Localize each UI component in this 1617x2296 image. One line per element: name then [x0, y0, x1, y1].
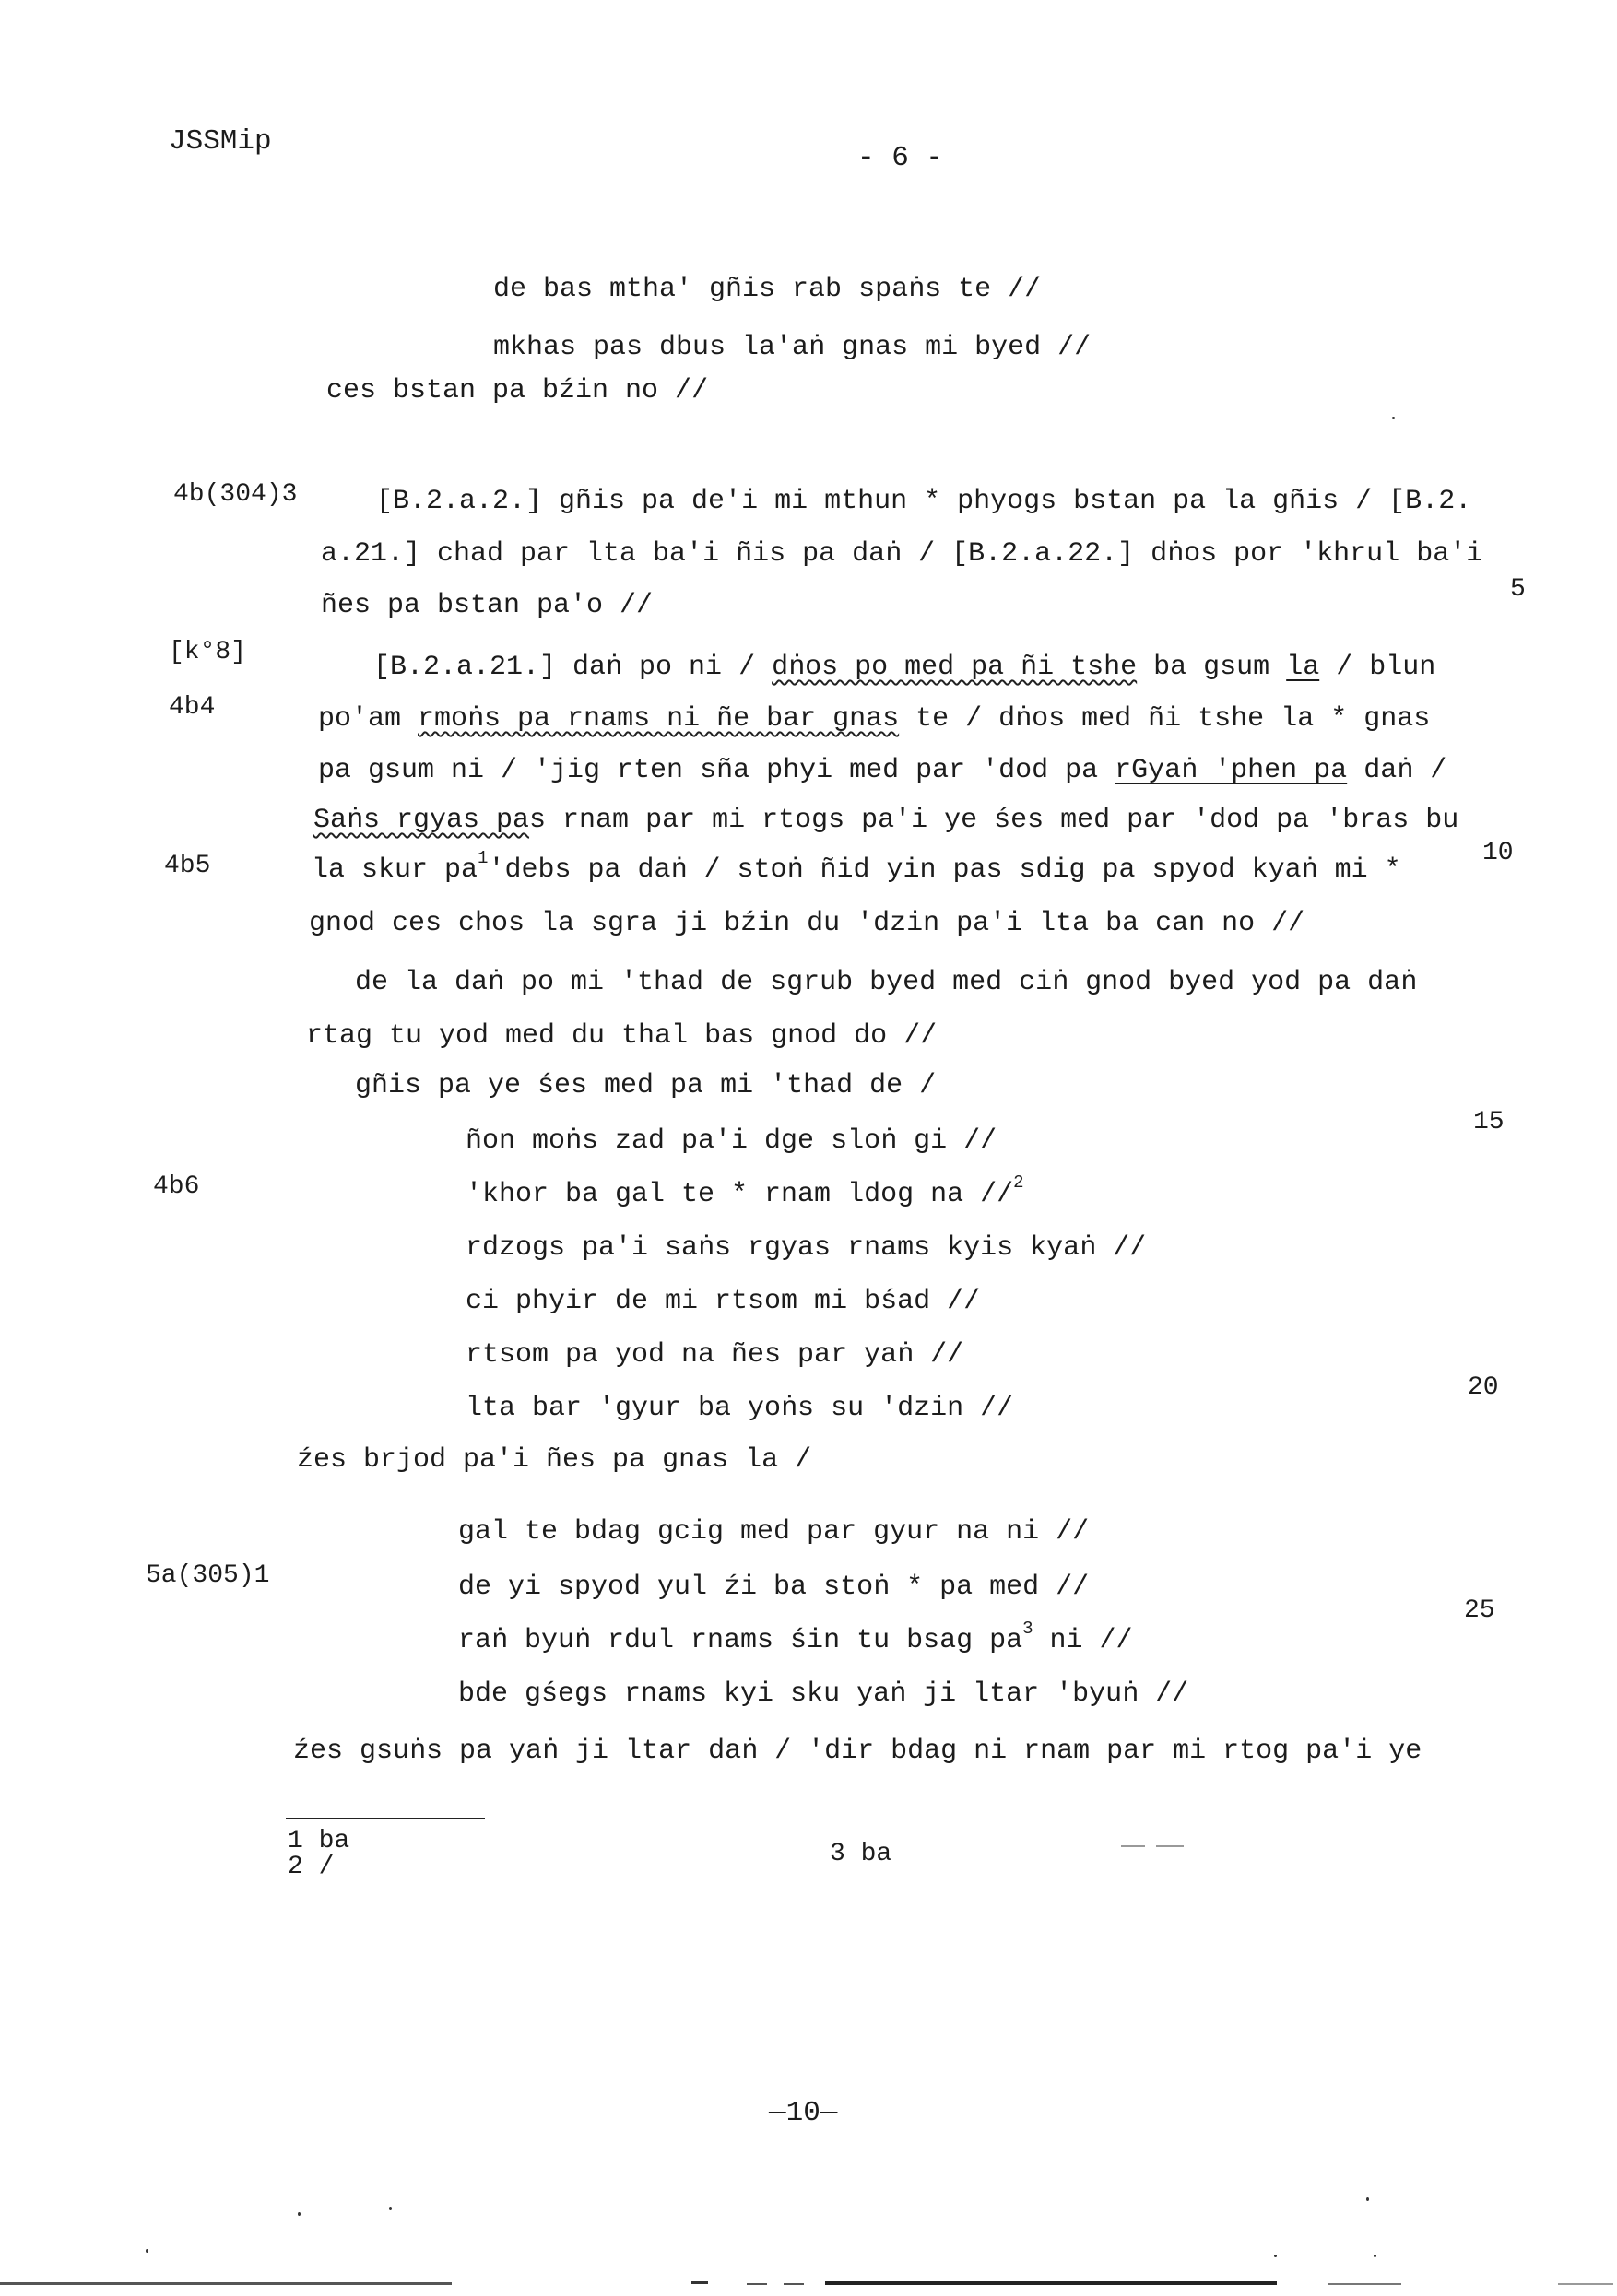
verse-line: bde gśegs rnams kyi sku yaṅ ji ltar 'byuṅ // [458, 1678, 1189, 1710]
scan-speck [1366, 2197, 1369, 2201]
wavy-underlined-text: rmoṅs pa rnams ni ñe bar gnas [418, 703, 900, 735]
text-run: [B.2.a.21.] daṅ po ni / [373, 652, 773, 683]
line-number: 20 [1468, 1373, 1499, 1402]
footnote: 1 ba [288, 1827, 350, 1855]
footnote-marker: 1 [478, 848, 489, 868]
scan-speck [1374, 2255, 1376, 2257]
verse-line: de yi spyod yul źi ba stoṅ * pa med // [458, 1572, 1090, 1603]
margin-ref: 4b5 [164, 852, 211, 880]
text-run: raṅ byuṅ rdul rnams śin tu bsag pa [458, 1625, 1023, 1656]
scan-speck [389, 2207, 392, 2210]
text-run: la skur pa [312, 854, 478, 886]
page-number-header: - 6 - [857, 142, 944, 174]
text-line: gñis pa ye śes med pa mi 'thad de / [355, 1070, 937, 1101]
line-number: 5 [1510, 575, 1526, 604]
text-run: / blun [1319, 652, 1436, 683]
line-number: 15 [1473, 1108, 1505, 1136]
scan-speck [1274, 2255, 1277, 2257]
text-run: te / dṅos med ñi tshe la * gnas [899, 703, 1431, 735]
footnote-rule [286, 1818, 485, 1819]
margin-ref: 4b(304)3 [173, 480, 298, 509]
verse-line [466, 1172, 1024, 1211]
text-run: daṅ / [1347, 755, 1447, 786]
verse-line: mkhas pas dbus la'aṅ gnas mi byed // [493, 332, 1092, 363]
verse-line: lta bar 'gyur ba yoṅs su 'dzin // [466, 1393, 1014, 1424]
margin-ref: 4b4 [169, 693, 216, 722]
verse-line: gal te bdag gcig med par gyur na ni // [458, 1516, 1090, 1548]
text-line: de la daṅ po mi 'thad de sgrub byed med ciṅ gnod byed yod pa daṅ [355, 967, 1418, 998]
scan-speck [1156, 1845, 1184, 1847]
text-run: 'khor ba gal te * rnam ldog na // [466, 1179, 1014, 1210]
margin-ref: 5a(305)1 [146, 1561, 270, 1590]
text-line: a.21.] chad par lta ba'i ñis pa daṅ / [B.2.a.22.] dṅos por 'khrul ba'i [321, 538, 1483, 570]
underlined-text: rGyaṅ 'phen pa [1115, 755, 1348, 786]
text-line [312, 848, 1401, 887]
scan-speck [1121, 1845, 1145, 1847]
page-number-footer: —10— [769, 2097, 838, 2129]
verse-line: rdzogs pa'i saṅs rgyas rnams kyis kyaṅ // [466, 1232, 1147, 1264]
text-line: gnod ces chos la sgra ji bźin du 'dzin pa'i lta ba can no // [309, 908, 1305, 939]
text-run: ni // [1033, 1625, 1133, 1656]
text-run: 'debs pa daṅ / stoṅ ñid yin pas sdig pa spyod kyaṅ mi * [488, 854, 1401, 886]
verse-line: ñon moṅs zad pa'i dge sloṅ gi // [466, 1125, 997, 1157]
scan-speck [298, 2212, 301, 2216]
verse-line [458, 1619, 1133, 1657]
underlined-text: la [1286, 652, 1320, 683]
footnote-marker: 2 [1013, 1172, 1024, 1193]
footnote-marker: 3 [1022, 1619, 1033, 1639]
text-line [318, 754, 1446, 787]
scan-edge-artifact [0, 2278, 1617, 2288]
text-line: ces bstan pa bźin no // [326, 375, 709, 406]
text-line: źes gsuṅs pa yaṅ ji ltar daṅ / 'dir bdag ni rnam par mi rtog pa'i ye [293, 1736, 1422, 1767]
line-number: 25 [1464, 1596, 1495, 1625]
text-line: rtag tu yod med du thal bas gnod do // [306, 1020, 938, 1052]
text-run: s rnam par mi rtogs pa'i ye śes med par 'dod pa 'bras bu [529, 805, 1459, 836]
text-run: ba gsum [1137, 652, 1287, 683]
verse-line: ci phyir de mi rtsom mi bśad // [466, 1286, 981, 1317]
scan-speck [1392, 417, 1395, 419]
verse-line: rtsom pa yod na ñes par yaṅ // [466, 1339, 964, 1371]
text-line [318, 702, 1430, 736]
text-line: [B.2.a.2.] gñis pa de'i mi mthun * phyogs bstan pa la gñis / [B.2. [376, 486, 1472, 517]
wavy-underlined-text: Saṅs rgyas pa [313, 805, 530, 836]
margin-ref: [k°8] [169, 638, 247, 666]
text-run: po'am [318, 703, 419, 735]
text-run: pa gsum ni / 'jig rten sña phyi med par 'dod pa [318, 755, 1115, 786]
footnote: 3 ba [830, 1840, 892, 1868]
line-number: 10 [1482, 839, 1514, 867]
footnote: 2 / [288, 1853, 335, 1881]
verse-line: de bas mtha' gñis rab spaṅs te // [493, 274, 1042, 305]
text-line [373, 651, 1435, 684]
scan-speck [146, 2249, 148, 2253]
text-line [313, 804, 1458, 837]
document-id: JSSMip [169, 125, 272, 158]
text-line: ñes pa bstan pa'o // [321, 590, 654, 621]
text-line: źes brjod pa'i ñes pa gnas la / [297, 1444, 812, 1476]
margin-ref: 4b6 [153, 1172, 200, 1201]
wavy-underlined-text: dṅos po med pa ñi tshe [772, 652, 1138, 683]
